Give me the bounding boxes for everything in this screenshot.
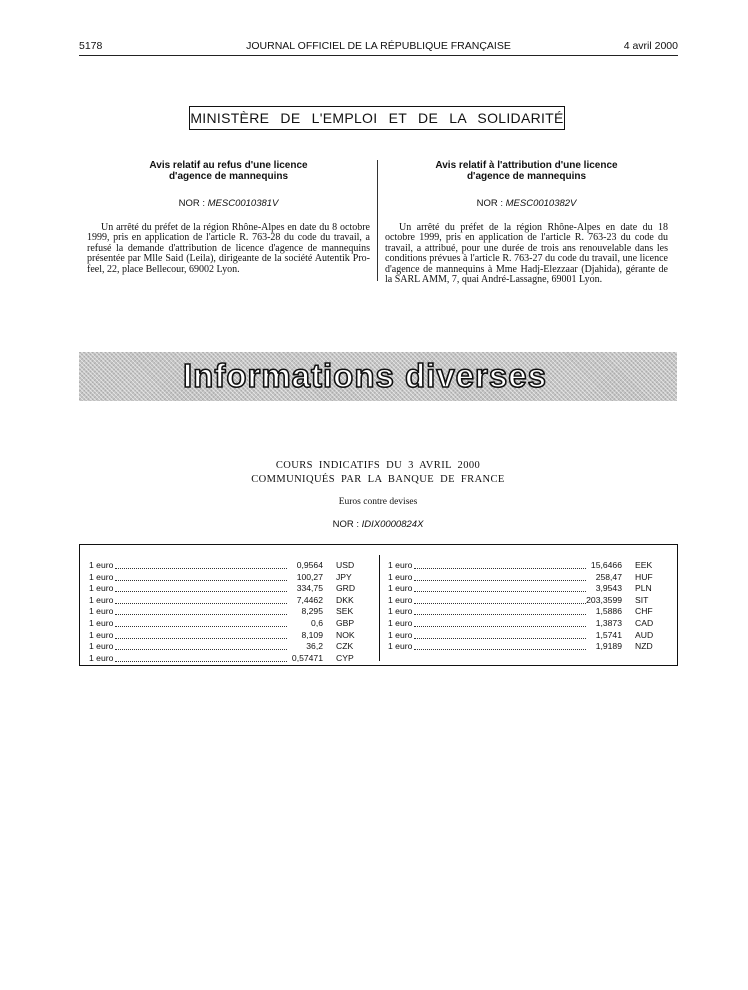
notice-body: Un arrêté du préfet de la région Rhône-Alpes en date du 8 octobre 1999, pris en application de l'article R. 763-28 du code du travail, a refusé la demande d'attribution de licence d'agence de mannequins présentée par Mlle Said (Leila), dirigeante de la société Autentik Pro-feel, 22, place Bellecour, 69002 Lyon. xyxy=(87,222,370,275)
notice-body: Un arrêté du préfet de la région Rhône-Alpes en date du 18 octobre 1999, pris en application de l'article R. 763-23 du code du travail, a attribué, pour une durée de trois ans renouvelable dans les conditions prévues à l'article R. 763-27 du code du travail, une licence d'agence de mannequins à Mme Hadj-Elezzaar (Djahida), gérante de la SARL AMM, 7, quai André-Lassagne, 69001 Lyon. xyxy=(385,222,668,286)
nor-reference xyxy=(87,198,370,209)
leader-dots xyxy=(414,638,586,639)
nor-label: NOR : xyxy=(178,198,208,209)
rate-row xyxy=(89,630,365,642)
rate-label: 1 euro xyxy=(89,629,114,640)
leader-dots xyxy=(414,614,586,615)
rate-label: 1 euro xyxy=(388,606,413,617)
notice-attribution xyxy=(385,160,668,285)
section-banner xyxy=(79,352,677,401)
rate-value: 258,47 xyxy=(595,571,622,582)
nor-reference xyxy=(385,198,668,209)
currency-code: JPY xyxy=(336,571,352,582)
rate-label: 1 euro xyxy=(89,571,114,582)
nor-label: NOR : xyxy=(332,519,362,530)
rates-title-line1: COURS INDICATIFS DU 3 AVRIL 2000 xyxy=(275,460,481,471)
rate-value: 334,75 xyxy=(296,583,323,594)
currency-code: NOK xyxy=(336,629,355,640)
rates-title-line2: COMMUNIQUÉS PAR LA BANQUE DE FRANCE xyxy=(251,474,505,485)
rate-value: 0,6 xyxy=(311,617,323,628)
header-rule xyxy=(79,55,678,56)
currency-code: HUF xyxy=(635,571,653,582)
notice-title xyxy=(385,160,668,182)
currency-code: GRD xyxy=(336,583,356,594)
issue-date: 4 avril 2000 xyxy=(623,40,678,52)
rate-row xyxy=(388,583,664,595)
rate-row xyxy=(388,560,664,572)
rate-row xyxy=(89,595,365,607)
rate-label: 1 euro xyxy=(89,606,114,617)
currency-code: CYP xyxy=(336,652,354,663)
leader-dots xyxy=(414,649,586,650)
page-number: 5178 xyxy=(79,40,103,52)
journal-title: JOURNAL OFFICIEL DE LA RÉPUBLIQUE FRANÇAISE xyxy=(246,40,511,52)
rate-row xyxy=(388,630,664,642)
rate-row xyxy=(89,583,365,595)
rate-row xyxy=(89,618,365,630)
table-divider xyxy=(379,555,380,661)
rate-value: 8,295 xyxy=(301,606,323,617)
rate-label: 1 euro xyxy=(388,560,413,570)
rate-value: 1,9189 xyxy=(595,641,622,652)
currency-code: NZD xyxy=(635,641,653,652)
rate-value: 1,5741 xyxy=(595,629,622,640)
rates-nor-reference xyxy=(79,519,677,530)
rate-value: 0,9564 xyxy=(296,560,323,570)
rate-value: 1,5886 xyxy=(595,606,622,617)
rate-label: 1 euro xyxy=(89,641,114,652)
exchange-rates-table xyxy=(79,544,678,666)
currency-code: CHF xyxy=(635,606,653,617)
rate-label: 1 euro xyxy=(388,583,413,594)
rate-label: 1 euro xyxy=(89,617,114,628)
rate-row xyxy=(89,653,365,665)
leader-dots xyxy=(115,626,287,627)
rates-subtitle: Euros contre devises xyxy=(338,497,418,507)
leader-dots xyxy=(115,568,287,569)
rate-value: 8,109 xyxy=(301,629,323,640)
leader-dots xyxy=(414,603,586,604)
rate-row xyxy=(388,606,664,618)
leader-dots xyxy=(115,661,287,662)
rate-value: 203,3599 xyxy=(586,594,622,605)
currency-code: GBP xyxy=(336,617,355,628)
rate-label: 1 euro xyxy=(89,594,114,605)
currency-code: EEK xyxy=(635,560,653,570)
rate-value: 7,4462 xyxy=(296,594,323,605)
rate-value: 15,6466 xyxy=(590,560,622,570)
nor-code: MESC0010382V xyxy=(505,198,577,209)
leader-dots xyxy=(115,614,287,615)
notice-title xyxy=(87,160,370,182)
currency-code: PLN xyxy=(635,583,652,594)
rate-label: 1 euro xyxy=(388,641,413,652)
nor-code: IDIX0000824X xyxy=(361,519,424,530)
rate-label: 1 euro xyxy=(89,583,114,594)
rate-label: 1 euro xyxy=(388,629,413,640)
notice-title-line1: Avis relatif au refus d'une licence xyxy=(149,160,308,171)
currency-code: DKK xyxy=(336,594,354,605)
leader-dots xyxy=(115,580,287,581)
rates-right-column xyxy=(388,560,664,653)
leader-dots xyxy=(115,603,287,604)
rate-value: 3,9543 xyxy=(595,583,622,594)
rate-label: 1 euro xyxy=(89,560,114,570)
currency-code: AUD xyxy=(635,629,654,640)
leader-dots xyxy=(414,580,586,581)
rate-value: 36,2 xyxy=(306,641,323,652)
rate-value: 1,3873 xyxy=(595,617,622,628)
leader-dots xyxy=(414,626,586,627)
leader-dots xyxy=(115,638,287,639)
currency-code: SIT xyxy=(635,594,649,605)
rate-label: 1 euro xyxy=(388,594,413,605)
ministry-heading: MINISTÈRE DE L'EMPLOI ET DE LA SOLIDARITÉ xyxy=(189,106,565,130)
currency-code: SEK xyxy=(336,606,354,617)
rate-label: 1 euro xyxy=(388,571,413,582)
notice-title-line2: d'agence de mannequins xyxy=(466,171,587,182)
rate-row xyxy=(89,641,365,653)
notice-title-line2: d'agence de mannequins xyxy=(168,171,289,182)
rate-row xyxy=(388,641,664,653)
section-banner-title: Informations diverses xyxy=(183,357,547,394)
rate-row xyxy=(89,560,365,572)
nor-code: MESC0010381V xyxy=(207,198,279,209)
rate-value: 0,57471 xyxy=(291,652,323,663)
rate-row xyxy=(89,606,365,618)
leader-dots xyxy=(414,568,586,569)
notice-title-line1: Avis relatif à l'attribution d'une licence xyxy=(435,160,618,171)
currency-code: USD xyxy=(336,560,355,570)
currency-code: CAD xyxy=(635,617,654,628)
rate-row xyxy=(388,572,664,584)
leader-dots xyxy=(115,649,287,650)
nor-label: NOR : xyxy=(476,198,506,209)
leader-dots xyxy=(115,591,287,592)
leader-dots xyxy=(414,591,586,592)
column-separator xyxy=(377,160,378,281)
notice-refusal xyxy=(87,160,370,275)
rates-left-column xyxy=(89,560,365,664)
currency-code: CZK xyxy=(336,641,354,652)
rate-value: 100,27 xyxy=(296,571,323,582)
rate-row xyxy=(89,572,365,584)
rate-row xyxy=(388,595,664,607)
rate-label: 1 euro xyxy=(89,652,114,663)
rate-row xyxy=(388,618,664,630)
rate-label: 1 euro xyxy=(388,617,413,628)
